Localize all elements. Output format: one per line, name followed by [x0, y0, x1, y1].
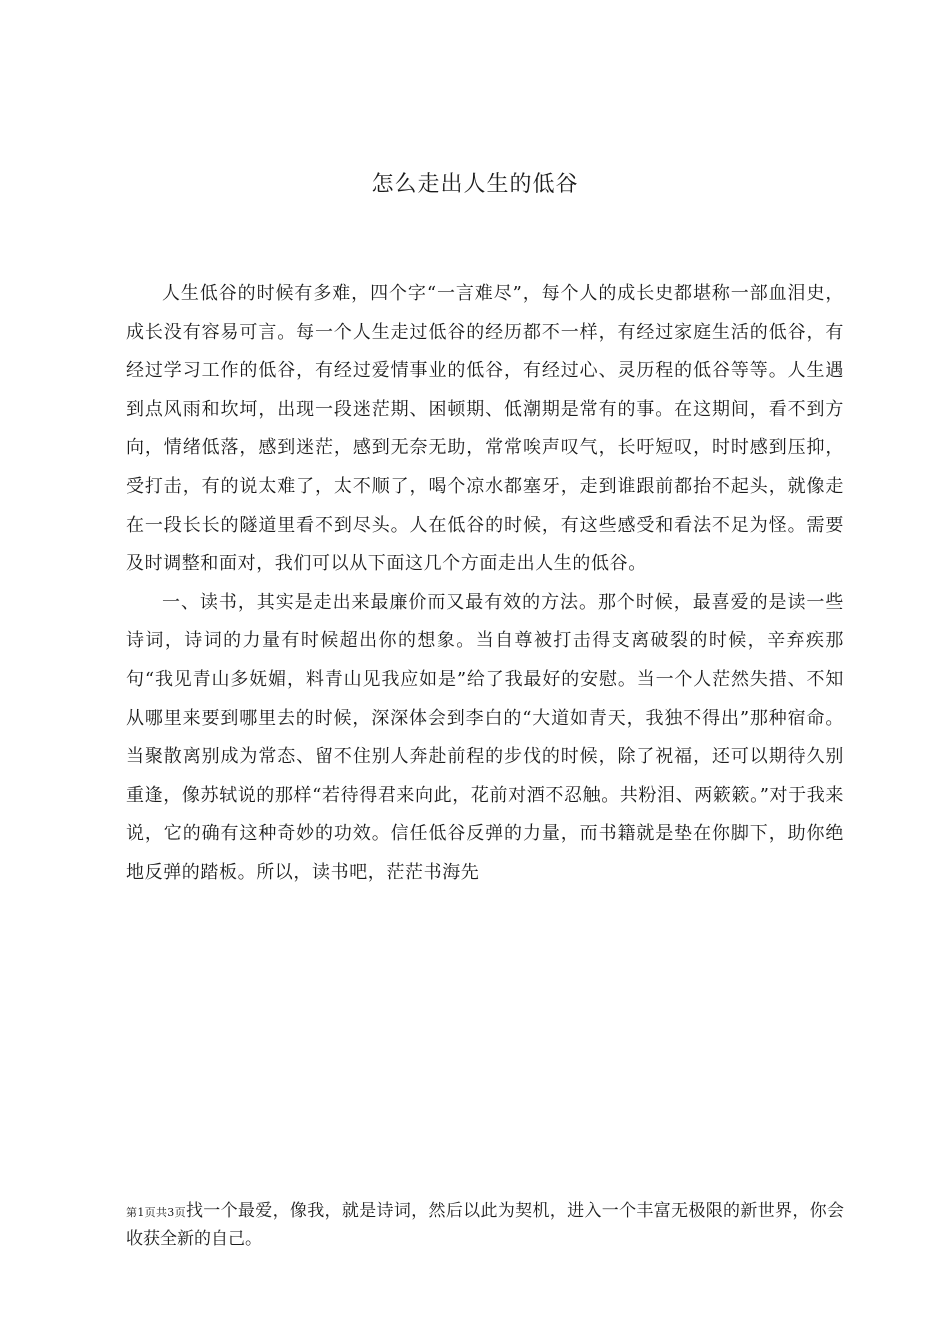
- continuation-text: 找一个最爱，像我，就是诗词，然后以此为契机，进入一个丰富无极限的新世界，你会收获全新的自己。: [126, 1201, 844, 1249]
- page-number: 第1页共3页: [126, 1206, 186, 1219]
- document-body: [126, 275, 844, 893]
- document-title: 怎么走出人生的低谷: [371, 172, 579, 197]
- page-footer: [126, 1198, 844, 1253]
- paragraph-reading: 一、读书，其实是走出来最廉价而又最有效的方法。那个时候，最喜爱的是读一些诗词，诗词的力量有时候超出你的想象。当自尊被打击得支离破裂的时候，辛弃疾那句“我见青山多妩媚，料青山见我应如是”给了我最好的安慰。当一个人茫然失措、不知从哪里来要到哪里去的时候，深深体会到李白的“大道如青天，我独不得出”那种宿命。当聚散离别成为常态、留不住别人奔赴前程的步伐的时候，除了祝福，还可以期待久别重逢，像苏轼说的那样“若待得君来向此，花前对酒不忍触。共粉泪、两簌簌。”对于我来说，它的确有这种奇妙的功效。信任低谷反弹的力量，而书籍就是垫在你脚下，助你绝地反弹的踏板。所以，读书吧，茫茫书海先: [126, 591, 844, 883]
- paragraph-intro: 人生低谷的时候有多难，四个字“一言难尽”，每个人的成长史都堪称一部血泪史，成长没有容易可言。每一个人生走过低谷的经历都不一样，有经过家庭生活的低谷，有经过学习工作的低谷，有经过爱情事业的低谷，有经过心、灵历程的低谷等等。人生遇到点风雨和坎坷，出现一段迷茫期、困顿期、低潮期是常有的事。在这期间，看不到方向，情绪低落，感到迷茫，感到无奈无助，常常唉声叹气，长吁短叹，时时感到压抑，受打击，有的说太难了，太不顺了，喝个凉水都塞牙，走到谁跟前都抬不起头，就像走在一段长长的隧道里看不到尽头。人在低谷的时候，有这些感受和看法不足为怪。需要及时调整和面对，我们可以从下面这几个方面走出人生的低谷。: [126, 283, 844, 575]
